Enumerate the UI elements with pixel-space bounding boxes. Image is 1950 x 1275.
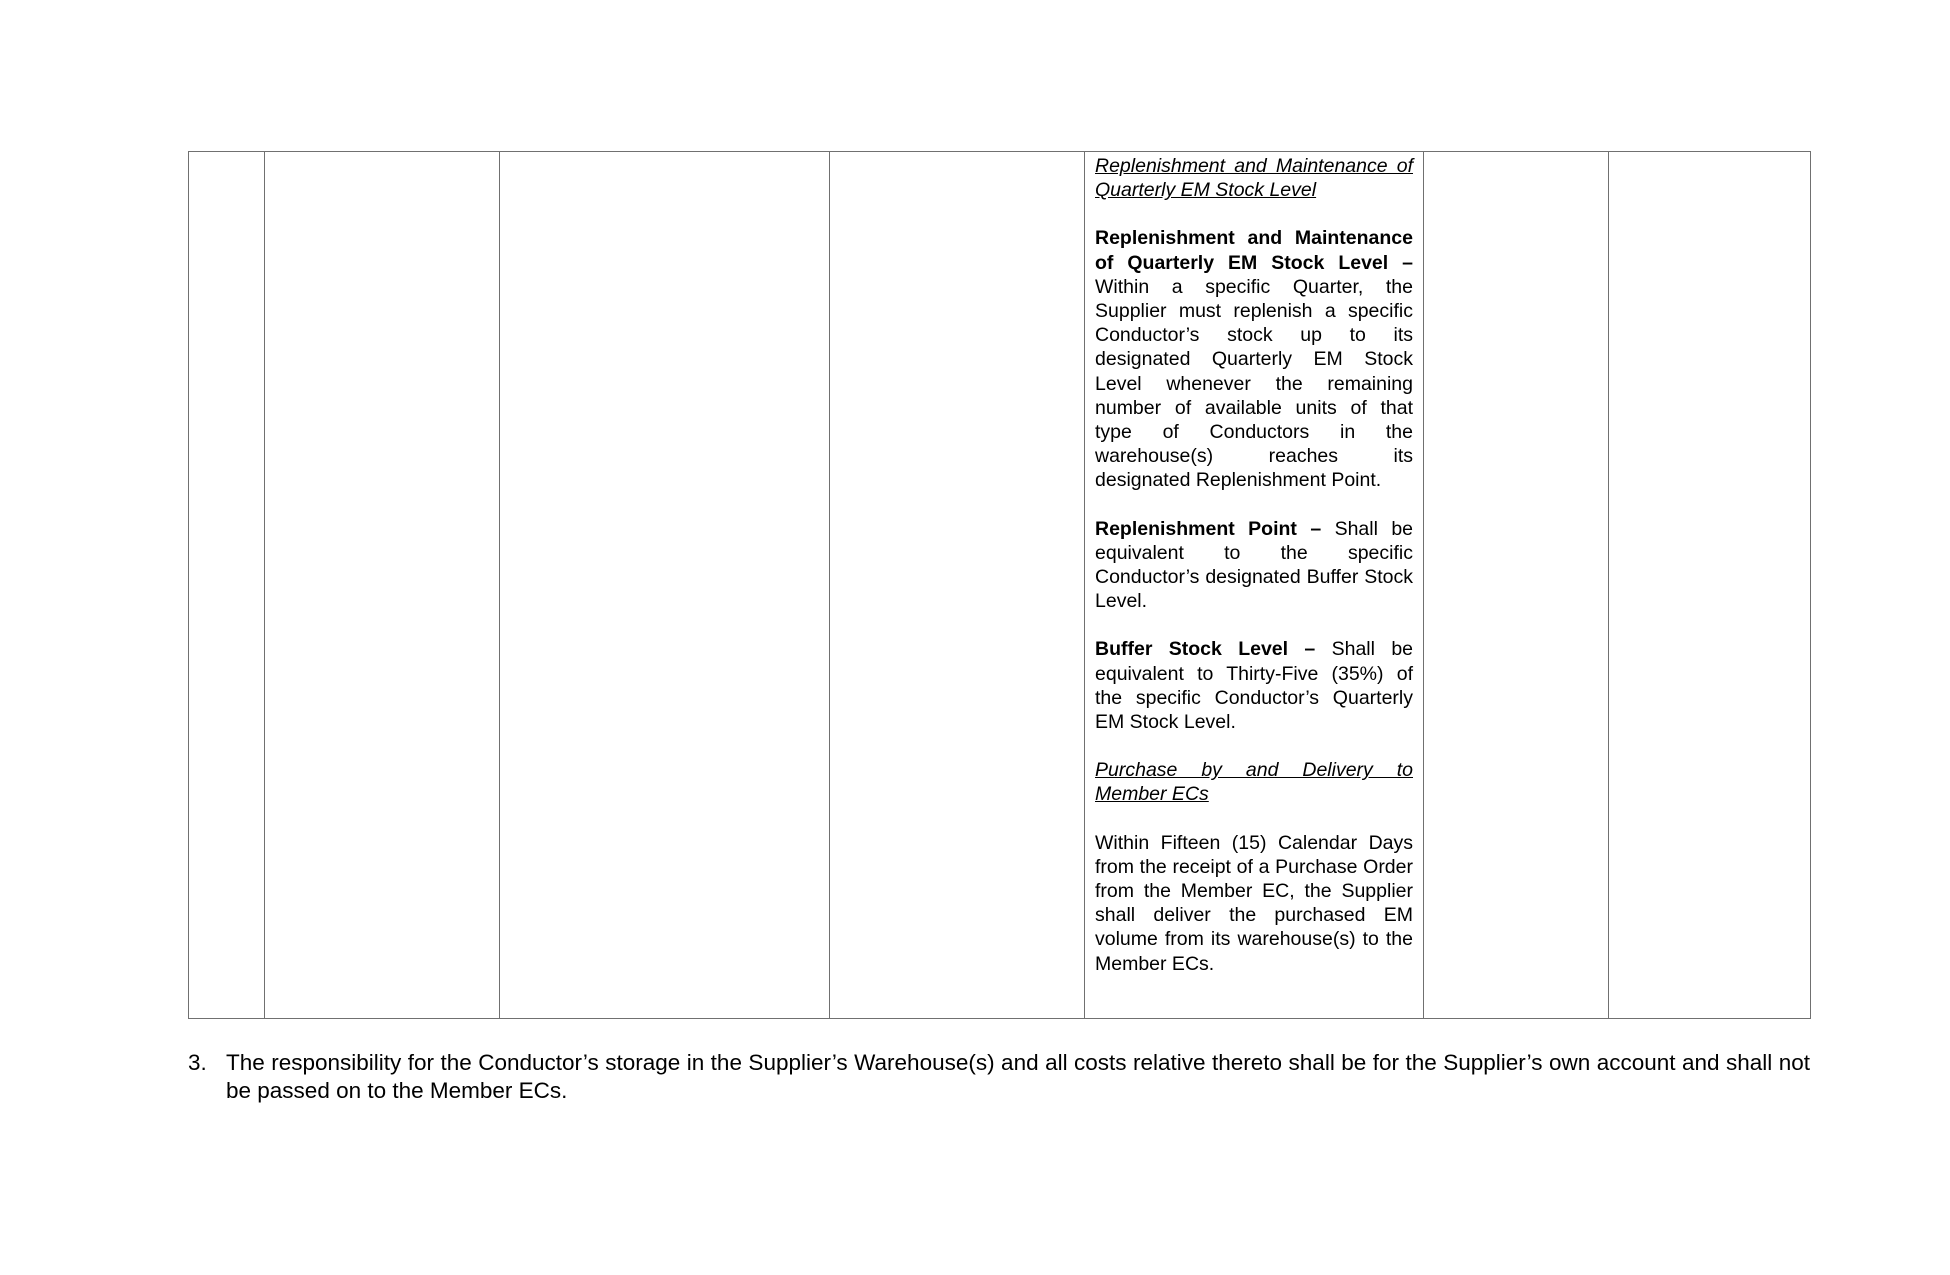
table-cell-2: [265, 152, 500, 1019]
definition-replenishment-maintenance: Replenishment and Maintenance of Quarterly EM Stock Level – Within a specific Quarter, the Supplier must replenish a specific Conductor’s stock up to its designated Quarterly EM Stock Level whenever the remaining number of available units of that type of Conductors in the warehouse(s) reaches its designated Replenishment Point.: [1095, 227, 1413, 492]
table-cell-1: [189, 152, 265, 1019]
definition-term: Replenishment Point: [1095, 517, 1297, 540]
definition-text: Shall be equivalent to the specific Conductor’s designated Buffer Stock Level.: [1095, 517, 1414, 613]
clause-text: The responsibility for the Conductor’s storage in the Supplier’s Warehouse(s) and all costs relative thereto shall be for the Supplier’s own account and shall not be passed on to the Member ECs.: [226, 1050, 1810, 1103]
section-heading-purchase-delivery: Purchase by and Delivery to Member ECs: [1095, 759, 1413, 806]
table-cell-7: [1609, 152, 1811, 1019]
clause-3: [188, 1049, 1810, 1105]
requirements-table: [188, 151, 1811, 1019]
table-cell-6: [1424, 152, 1609, 1019]
definition-text: Shall be equivalent to Thirty-Five (35%) of the specific Conductor’s Quarterly EM Stock Level.: [1095, 638, 1414, 734]
table-cell-3: [500, 152, 830, 1019]
definition-text: Within a specific Quarter, the Supplier must replenish a specific Conductor’s stock up to its designated Quarterly EM Stock Level whenever the remaining number of available units of that type of Conductors in the warehouse(s) reaches its designated Replenishment Point.: [1095, 275, 1413, 492]
table-row: [189, 152, 1811, 1019]
definition-replenishment-point: Replenishment Point – Shall be equivalent to the specific Conductor’s designated Buffer Stock Level.: [1095, 517, 1414, 613]
delivery-paragraph: Within Fifteen (15) Calendar Days from the receipt of a Purchase Order from the Member EC, the Supplier shall deliver the purchased EM volume from its warehouse(s) to the Member ECs.: [1095, 831, 1413, 975]
definition-buffer-stock-level: Buffer Stock Level – Shall be equivalent to Thirty-Five (35%) of the specific Conductor’s Quarterly EM Stock Level.: [1095, 638, 1414, 734]
specification-cell: [1085, 152, 1424, 1019]
table-cell-4: [830, 152, 1085, 1019]
section-heading-replenishment: Replenishment and Maintenance of Quarterly EM Stock Level: [1095, 155, 1413, 202]
definition-term: Replenishment and Maintenance of Quarterly EM Stock Level: [1095, 227, 1413, 274]
definition-term: Buffer Stock Level: [1095, 638, 1289, 661]
clause-number: 3.: [188, 1050, 207, 1075]
